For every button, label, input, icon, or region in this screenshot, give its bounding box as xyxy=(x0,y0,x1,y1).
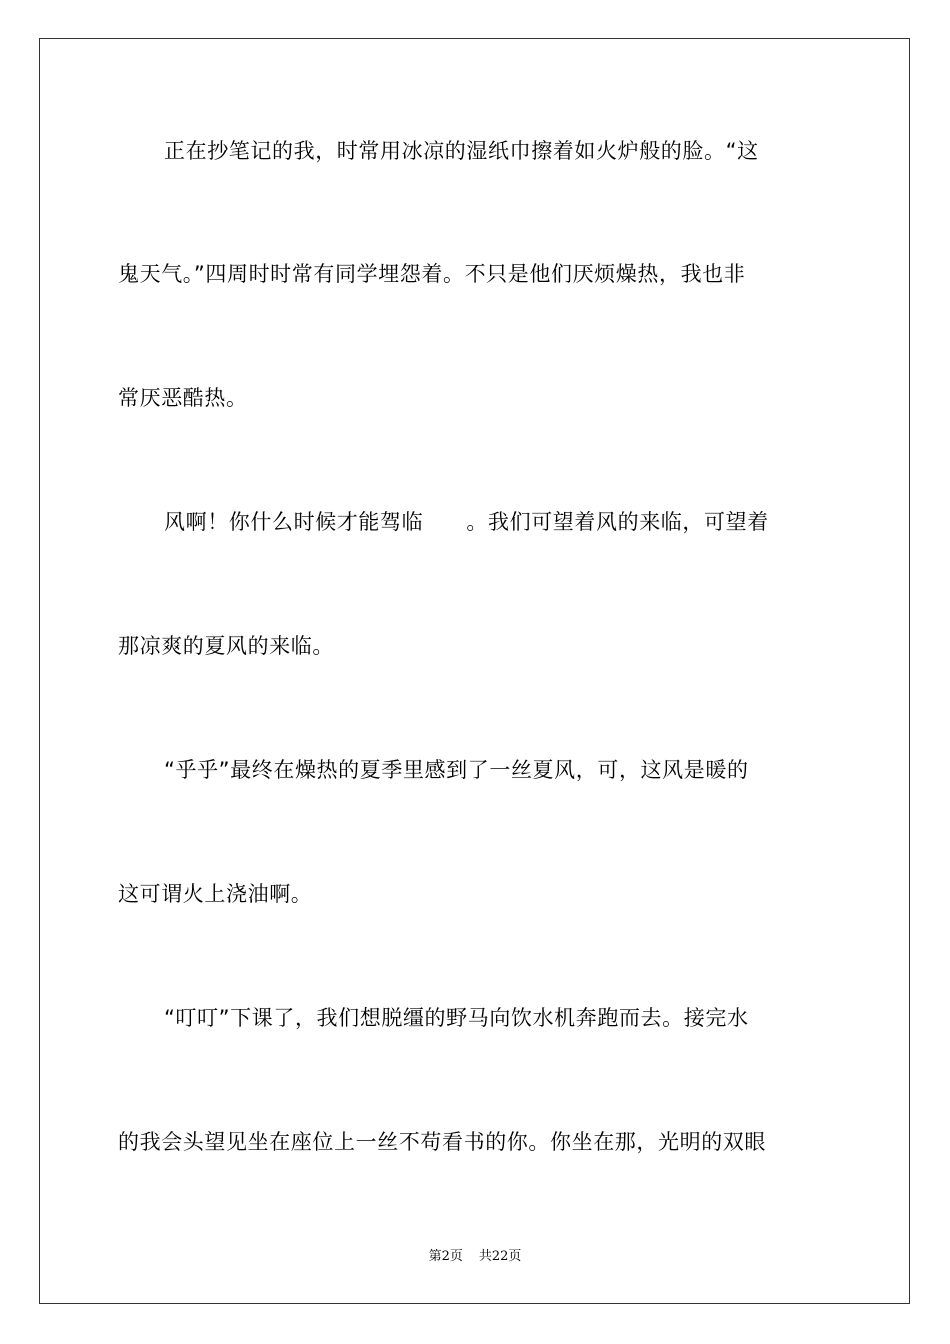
text-line: “乎乎”最终在燥热的夏季里感到了一丝夏风，可，这风是暖的 xyxy=(164,758,749,782)
text-line: 风啊！你什么时候才能驾临 。我们可望着风的来临，可望着 xyxy=(164,510,769,534)
page-number: 第2页 xyxy=(428,1249,463,1264)
text-line: 鬼天气。”四周时时常有同学埋怨着。不只是他们厌烦燥热，我也非 xyxy=(118,262,746,286)
text-line: “叮叮”下课了，我们想脱缰的野马向饮水机奔跑而去。接完水 xyxy=(164,1006,749,1030)
page-footer xyxy=(0,1248,950,1266)
text-line: 那凉爽的夏风的来临。 xyxy=(118,634,334,658)
text-line: 正在抄笔记的我，时常用冰凉的湿纸巾擦着如火炉般的脸。“这 xyxy=(164,139,759,163)
text-line: 常厌恶酷热。 xyxy=(118,386,248,410)
text-line: 这可谓火上浇油啊。 xyxy=(118,882,313,906)
page-border xyxy=(39,38,910,1304)
text-line: 的我会头望见坐在座位上一丝不苟看书的你。你坐在那，光明的双眼 xyxy=(118,1130,766,1154)
total-pages: 共22页 xyxy=(478,1249,522,1264)
